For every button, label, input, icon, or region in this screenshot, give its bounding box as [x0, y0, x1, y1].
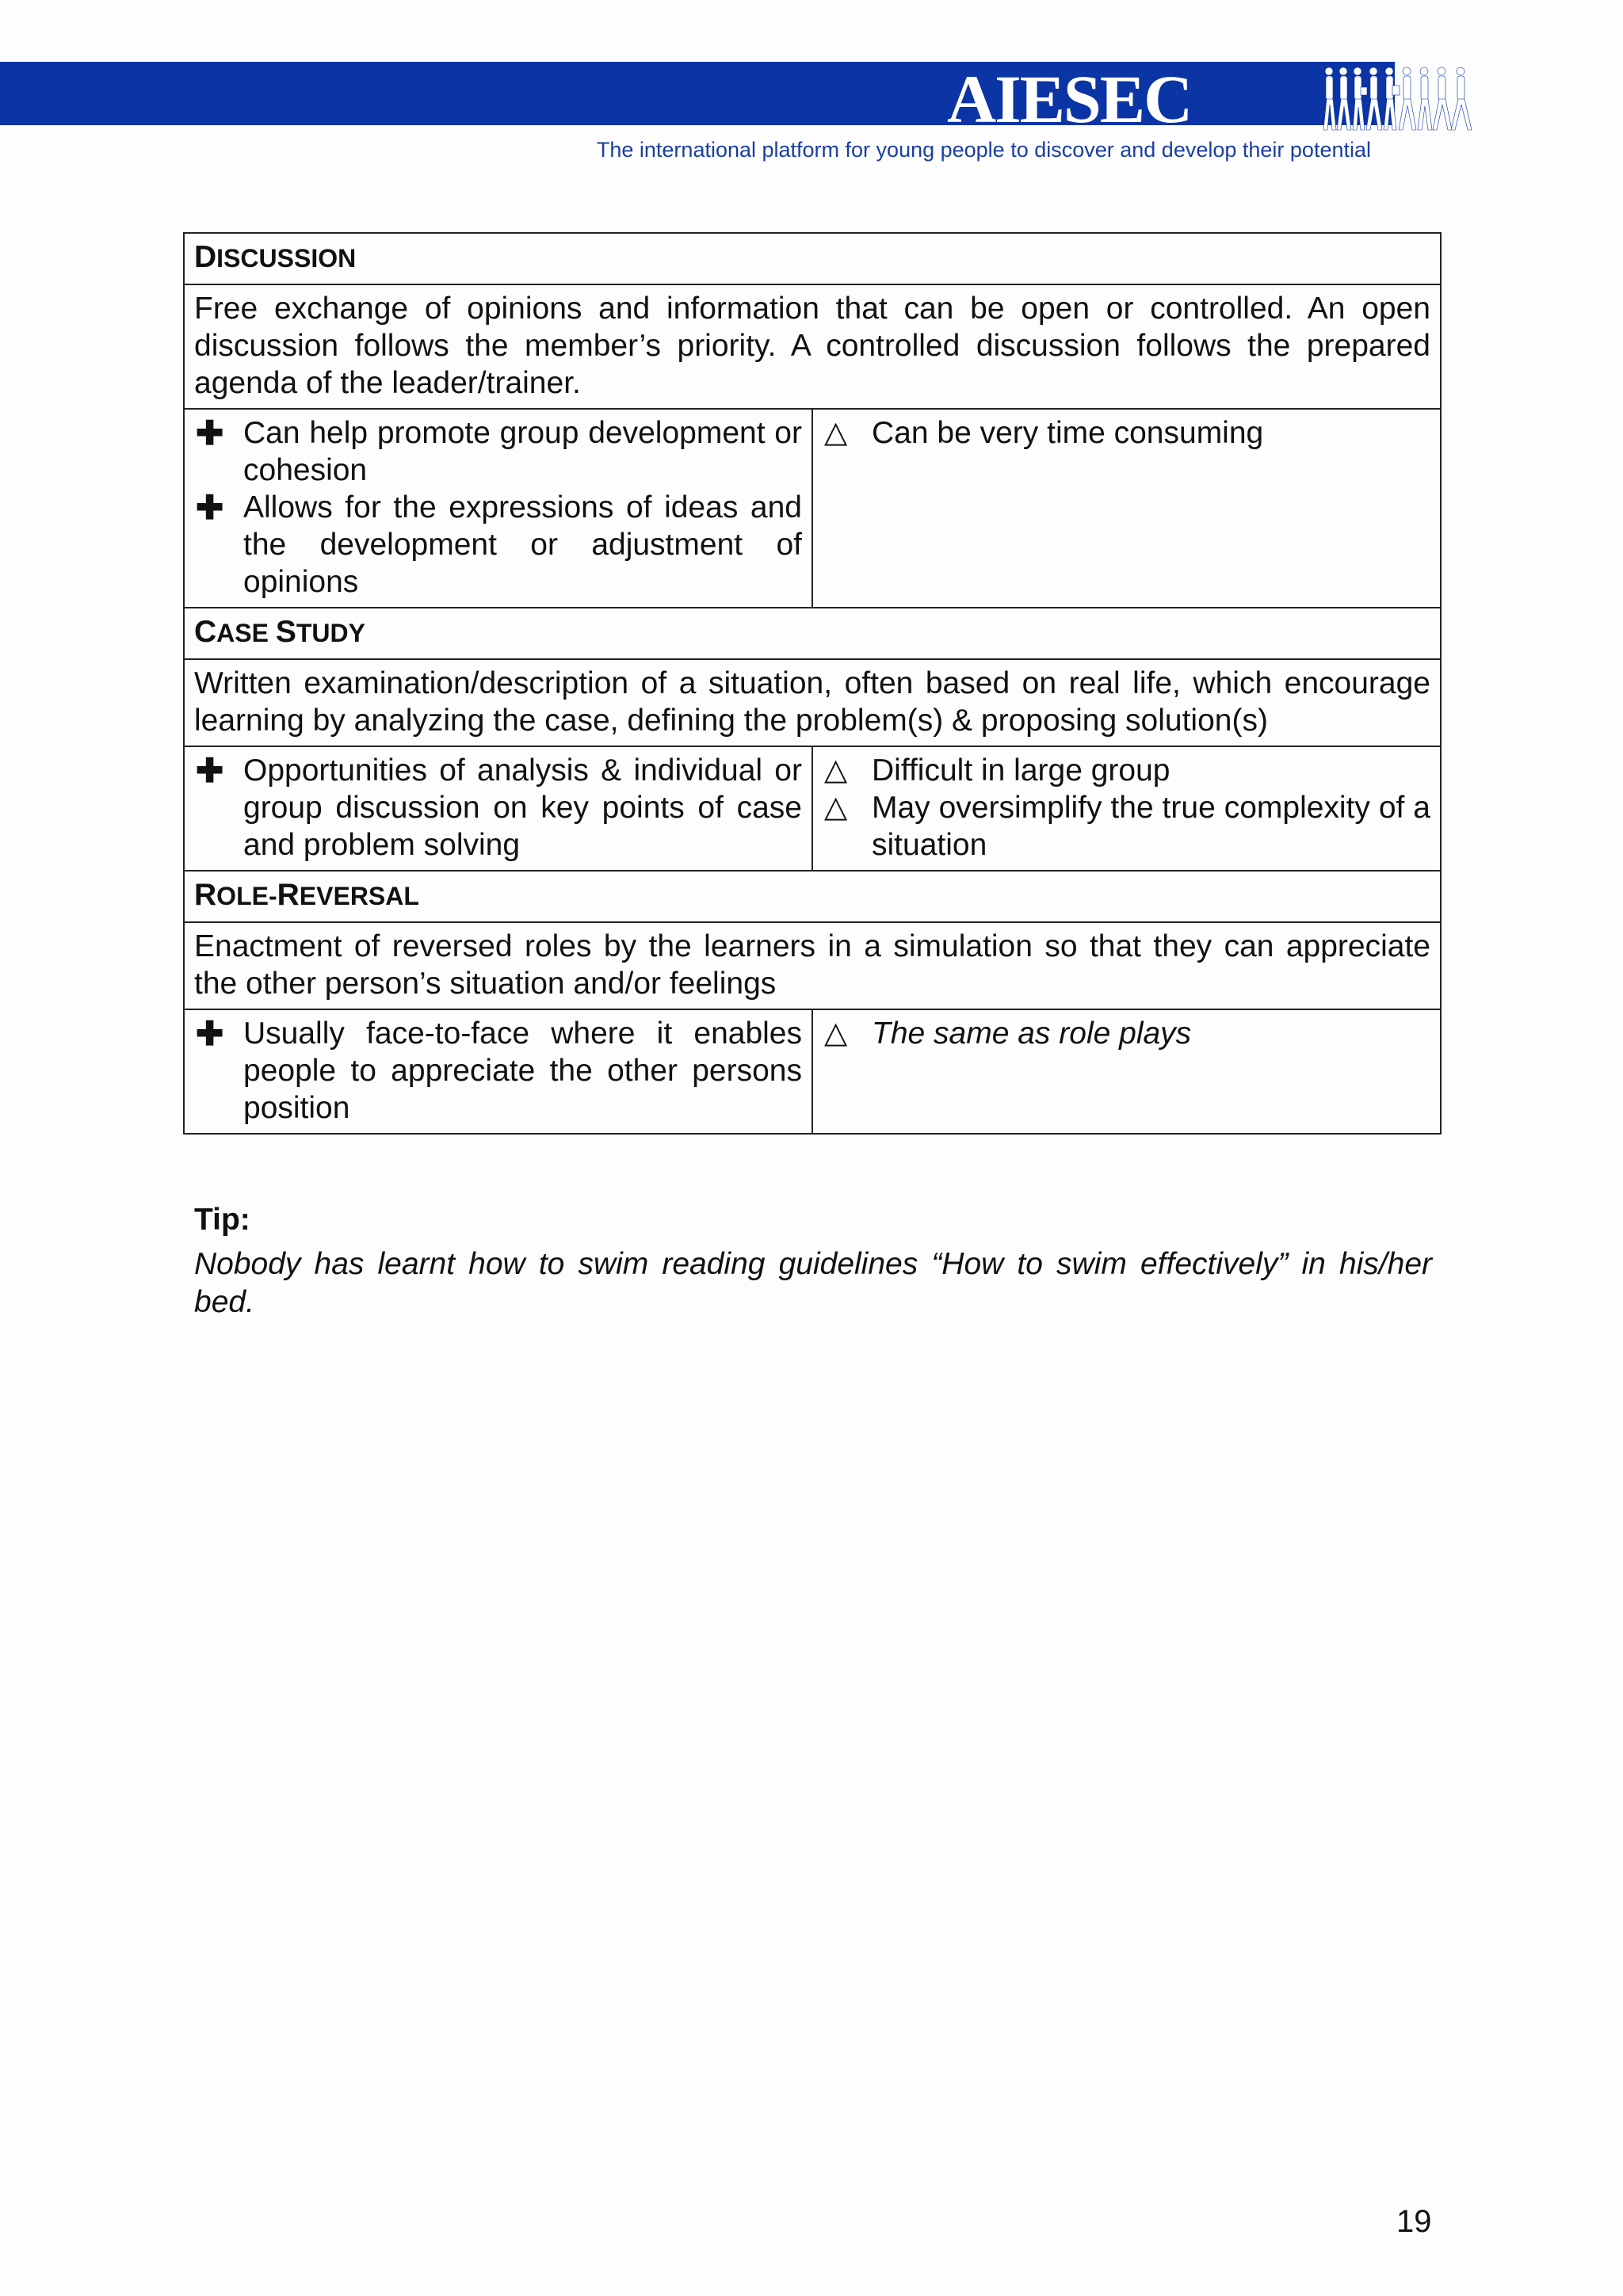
- plus-icon: ✚: [196, 489, 224, 526]
- method-description: Free exchange of opinions and information that can be open or controlled. An open discussion follows the member’s priority. A controlled discussion follows the prepared agenda of the leader/trainer.: [184, 284, 1441, 409]
- tagline: The international platform for young people to discover and develop their potential: [596, 138, 1371, 162]
- pro-item: ✚ Usually face-to-face where it enables people to appreciate the other persons position: [196, 1015, 802, 1125]
- con-item: △ Can be very time consuming: [824, 416, 1264, 450]
- tip-text: Nobody has learnt how to swim reading guidelines “How to swim effectively” in his/her bed.: [194, 1247, 1432, 1319]
- triangle-icon: △: [824, 753, 848, 787]
- training-methods-table: [183, 232, 1442, 1135]
- method-title: ROLE-REVERSAL: [184, 871, 1441, 922]
- con-item: △ Difficult in large group: [824, 753, 1170, 788]
- walking-people-icon: [1188, 63, 1616, 135]
- method-row-case-study-pros-cons: [184, 746, 1441, 871]
- page-number: 19: [1396, 2204, 1432, 2239]
- cons-cell: [812, 1009, 1441, 1134]
- con-item: △ The same as role plays: [824, 1016, 1192, 1051]
- method-row-role-reversal-title: [184, 871, 1441, 922]
- cons-cell: [812, 746, 1441, 871]
- method-row-role-reversal-pros-cons: [184, 1009, 1441, 1134]
- method-title: CASE STUDY: [184, 608, 1441, 659]
- triangle-icon: △: [824, 791, 848, 824]
- triangle-icon: △: [824, 1016, 848, 1050]
- method-row-discussion-description: [184, 284, 1441, 409]
- method-description: Enactment of reversed roles by the learners in a simulation so that they can appreciate the other person’s situation and/or feelings: [184, 922, 1441, 1009]
- con-item: △ May oversimplify the true complexity of a situation: [824, 791, 1430, 862]
- method-row-role-reversal-description: [184, 922, 1441, 1009]
- plus-icon: ✚: [196, 414, 224, 452]
- pro-item: ✚ Can help promote group development or cohesion: [196, 414, 802, 487]
- plus-icon: ✚: [196, 1015, 224, 1052]
- pros-cell: [184, 1009, 812, 1134]
- logo-wordmark: AIESEC: [947, 61, 1192, 137]
- tip-label: Tip:: [194, 1203, 250, 1237]
- triangle-icon: △: [824, 416, 848, 449]
- plus-icon: ✚: [196, 752, 224, 789]
- pro-item: ✚ Opportunities of analysis & individual or group discussion on key points of case and problem solving: [196, 752, 802, 862]
- pros-cell: [184, 409, 812, 608]
- method-title: DISCUSSION: [184, 233, 1441, 284]
- aiesec-logo: [947, 55, 1616, 135]
- pro-item: ✚ Allows for the expressions of ideas and the development or adjustment of opinions: [196, 489, 802, 599]
- method-row-case-study-title: [184, 608, 1441, 659]
- method-row-discussion-pros-cons: [184, 409, 1441, 608]
- method-row-discussion-title: [184, 233, 1441, 284]
- method-row-case-study-description: [184, 659, 1441, 746]
- pros-cell: [184, 746, 812, 871]
- cons-cell: [812, 409, 1441, 608]
- method-description: Written examination/description of a situation, often based on real life, which encourage learning by analyzing the case, defining the problem(s) & proposing solution(s): [184, 659, 1441, 746]
